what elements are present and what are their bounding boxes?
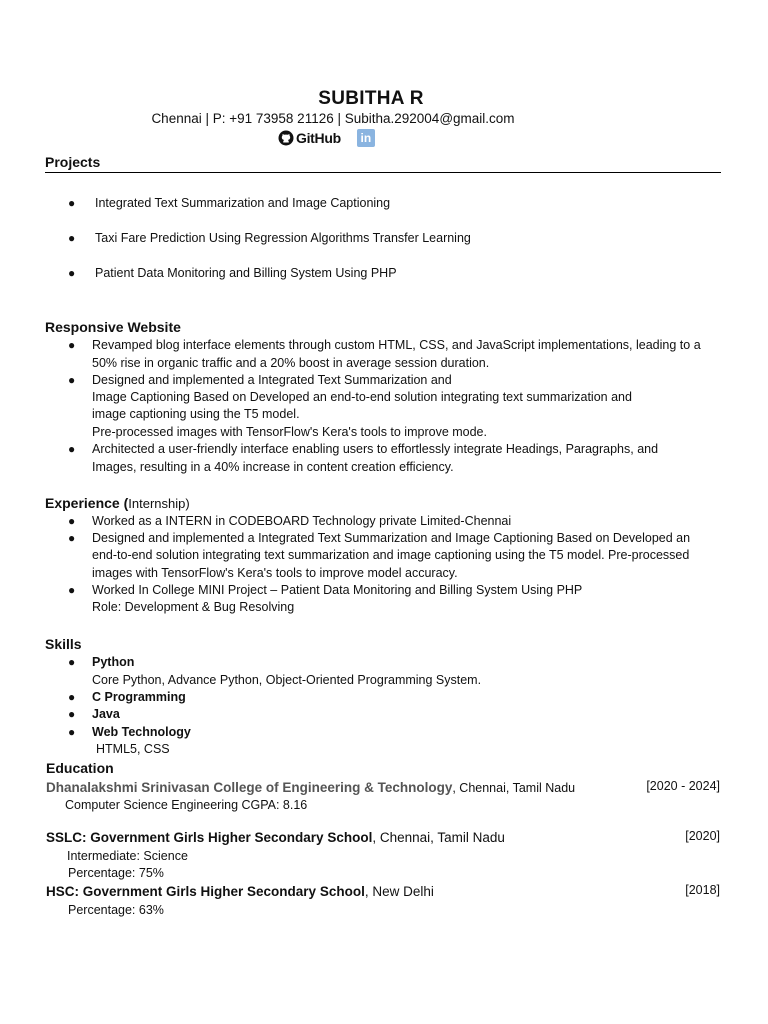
bullet: ● — [68, 531, 76, 545]
hsc-entry — [46, 883, 434, 901]
skill-python: Python — [92, 655, 135, 669]
experience-line: Worked In College MINI Project – Patient Data Monitoring and Billing System Using PHP — [92, 583, 583, 597]
github-link[interactable] — [278, 130, 341, 146]
bullet: ● — [68, 231, 76, 245]
contact-line: Chennai | P: +91 73958 21126 | Subitha.292004@gmail.com — [151, 111, 515, 126]
github-label: GitHub — [296, 130, 341, 146]
bullet: ● — [68, 725, 76, 739]
sslc-school: SSLC: Government Girls Higher Secondary School — [46, 830, 373, 845]
sslc-year: [2020] — [685, 829, 720, 843]
bullet: ● — [68, 655, 76, 669]
profile-links — [278, 129, 375, 147]
sslc-location: , Chennai, Tamil Nadu — [372, 830, 505, 845]
bullet: ● — [68, 196, 76, 210]
experience-line: Role: Development & Bug Resolving — [92, 600, 295, 614]
bullet: ● — [68, 442, 76, 456]
website-line: Architected a user-friendly interface enabling users to effortlessly integrate Headings, Paragraphs, and — [92, 442, 659, 456]
experience-line: end-to-end solution integrating text summarization and image captioning using the T5 model. Pre-processed — [92, 548, 690, 562]
projects-heading: Projects — [45, 154, 101, 170]
skills-heading: Skills — [45, 636, 82, 652]
hsc-year: [2018] — [685, 883, 720, 897]
college-entry — [46, 779, 575, 797]
github-icon — [278, 130, 294, 146]
website-line: Image Captioning Based on Developed an end-to-end solution integrating text summarization and — [92, 390, 632, 404]
experience-line: images with TensorFlow's Kera's tools to improve model accuracy. — [92, 566, 458, 580]
college-name: Dhanalakshmi Srinivasan College of Engineering & Technology — [46, 780, 453, 795]
website-line: Pre-processed images with TensorFlow's Kera's tools to improve mode. — [92, 425, 487, 439]
candidate-name: SUBITHA R — [318, 88, 424, 109]
bullet: ● — [68, 707, 76, 721]
website-line: Revamped blog interface elements through custom HTML, CSS, and JavaScript implementations, leading to a — [92, 338, 701, 352]
skill-c: C Programming — [92, 690, 186, 704]
sslc-percentage: Percentage: 75% — [68, 866, 164, 880]
college-detail: Computer Science Engineering CGPA: 8.16 — [65, 798, 308, 812]
bullet: ● — [68, 514, 76, 528]
college-location: , Chennai, Tamil Nadu — [452, 781, 576, 795]
bullet: ● — [68, 690, 76, 704]
sslc-detail: Intermediate: Science — [67, 849, 188, 863]
experience-heading — [45, 495, 190, 513]
experience-line: Designed and implemented a Integrated Text Summarization and Image Captioning Based on Developed an — [92, 531, 691, 545]
skill-web: Web Technology — [92, 725, 191, 739]
website-line: image captioning using the T5 model. — [92, 407, 300, 421]
college-years: [2020 - 2024] — [646, 779, 720, 793]
hsc-location: , New Delhi — [364, 884, 434, 899]
project-item: Integrated Text Summarization and Image Captioning — [95, 196, 391, 210]
experience-heading-sub: Internship) — [128, 496, 190, 511]
website-heading: Responsive Website — [45, 319, 181, 335]
bullet: ● — [68, 583, 76, 597]
skill-java: Java — [92, 707, 120, 721]
bullet: ● — [68, 373, 76, 387]
hsc-percentage: Percentage: 63% — [68, 903, 164, 917]
website-line: Designed and implemented a Integrated Text Summarization and — [92, 373, 452, 387]
hsc-school: HSC: Government Girls Higher Secondary School — [46, 884, 365, 899]
experience-heading-main: Experience ( — [45, 495, 129, 511]
education-heading: Education — [46, 760, 114, 776]
experience-line: Worked as a INTERN in CODEBOARD Technology private Limited-Chennai — [92, 514, 512, 528]
sslc-entry — [46, 829, 505, 847]
project-item: Patient Data Monitoring and Billing System Using PHP — [95, 266, 397, 280]
skill-web-detail: HTML5, CSS — [96, 742, 170, 756]
bullet: ● — [68, 338, 76, 352]
linkedin-icon[interactable]: in — [357, 129, 375, 147]
website-line: 50% rise in organic traffic and a 20% boost in average session duration. — [92, 356, 490, 370]
project-item: Taxi Fare Prediction Using Regression Algorithms Transfer Learning — [95, 231, 471, 245]
skill-python-detail: Core Python, Advance Python, Object-Oriented Programming System. — [92, 673, 482, 687]
section-divider — [45, 172, 721, 173]
bullet: ● — [68, 266, 76, 280]
website-line: Images, resulting in a 40% increase in content creation efficiency. — [92, 460, 454, 474]
